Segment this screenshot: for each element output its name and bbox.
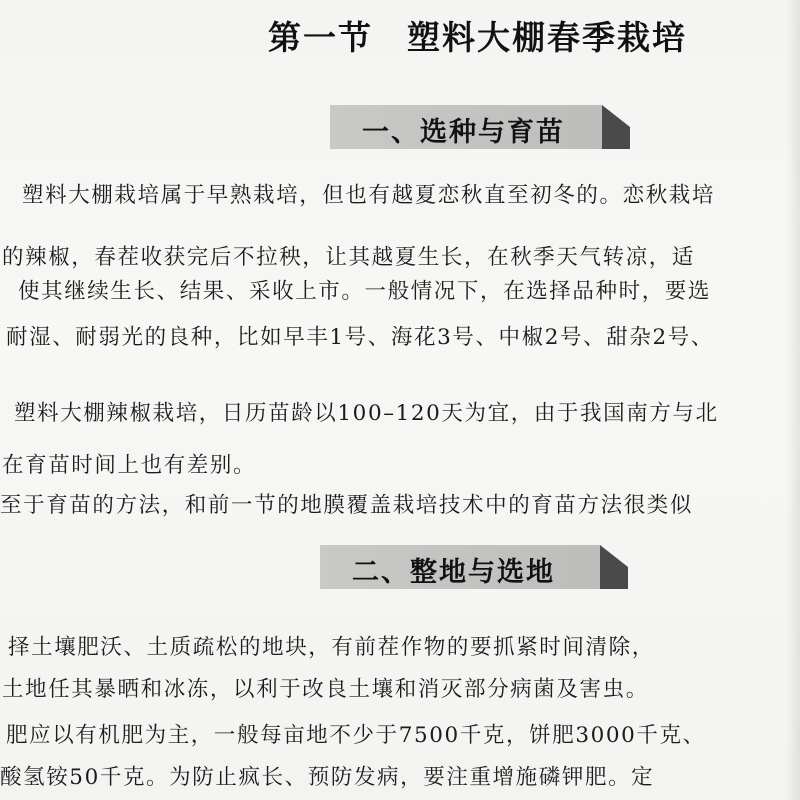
banner-triangle-icon (600, 545, 628, 589)
section-banner-2 (320, 545, 600, 589)
section-heading: 一、选种与育苗 (362, 117, 565, 148)
text-line: 使其继续生长、结果、采收上市。一般情况下，在选择品种时，要选 (18, 279, 712, 304)
text-line: 的辣椒，春茬收获完后不拉秧，让其越夏生长，在秋季天气转凉，适 (2, 245, 696, 270)
page-title (268, 12, 687, 59)
text-line: 在育苗时间上也有差别。 (2, 453, 257, 478)
text-line: 肥应以有机肥为主，一般每亩地不少于7500千克，饼肥3000千克、 (6, 723, 706, 748)
text-line: 塑料大棚辣椒栽培，日历苗龄以100–120天为宜，由于我国南方与北 (14, 401, 719, 426)
section-banner-1 (330, 105, 602, 149)
text-line: 耐湿、耐弱光的良种，比如早丰1号、海花3号、中椒2号、甜杂2号、 (6, 325, 714, 350)
banner-triangle-icon (602, 105, 630, 149)
text-line: 至于育苗的方法，和前一节的地膜覆盖栽培技术中的育苗方法很类似 (0, 493, 694, 518)
text-line: 酸氢铵50千克。为防止疯长、预防发病，要注重增施磷钾肥。定 (0, 765, 655, 790)
section-heading: 二、整地与选地 (352, 557, 555, 588)
section-number: 第一节 (268, 18, 373, 57)
text-line: 择土壤肥沃、土质疏松的地块，有前茬作物的要抓紧时间清除， (8, 635, 655, 660)
section-title: 塑料大棚春季栽培 (407, 18, 687, 57)
text-line: 塑料大棚栽培属于早熟栽培，但也有越夏恋秋直至初冬的。恋秋栽培 (22, 183, 716, 208)
page-edge-shadow (786, 0, 800, 800)
text-line: 土地任其暴晒和冰冻，以利于改良土壤和消灭部分病菌及害虫。 (2, 677, 649, 702)
